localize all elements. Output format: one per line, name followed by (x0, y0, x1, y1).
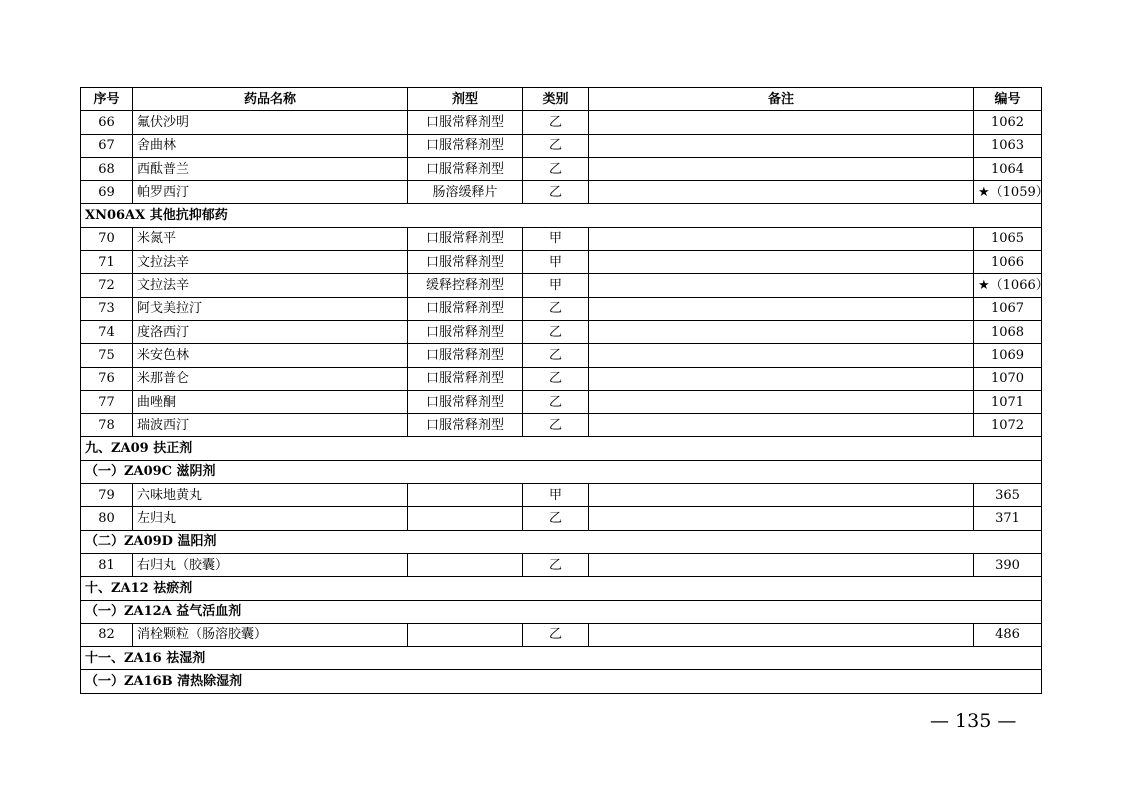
cell-remarks (589, 181, 974, 204)
cell-dosage-form (408, 507, 523, 530)
cell-serial-number: 80 (81, 507, 133, 530)
cell-drug-name: 西酞普兰 (133, 157, 408, 180)
cell-remarks (589, 623, 974, 646)
header-drug-name: 药品名称 (133, 88, 408, 111)
cell-category: 乙 (523, 344, 589, 367)
section-title: 十、ZA12 祛瘀剂 (81, 577, 1042, 600)
cell-drug-name: 消栓颗粒（肠溶胶囊） (133, 623, 408, 646)
cell-drug-name: 舍曲林 (133, 134, 408, 157)
table-row (81, 390, 1042, 413)
table-row (81, 134, 1042, 157)
table-row (81, 507, 1042, 530)
cell-code: 365 (974, 484, 1042, 507)
cell-code: 1066 (974, 251, 1042, 274)
cell-serial-number: 76 (81, 367, 133, 390)
cell-remarks (589, 367, 974, 390)
cell-dosage-form (408, 484, 523, 507)
table-row (81, 181, 1042, 204)
section-title: 十一、ZA16 祛湿剂 (81, 647, 1042, 670)
drug-list-table (80, 87, 1049, 694)
cell-drug-name: 文拉法辛 (133, 251, 408, 274)
cell-remarks (589, 297, 974, 320)
section-title: （一）ZA16B 清热除湿剂 (81, 670, 1042, 693)
cell-dosage-form: 肠溶缓释片 (408, 181, 523, 204)
cell-drug-name: 度洛西汀 (133, 320, 408, 343)
cell-code: 371 (974, 507, 1042, 530)
cell-code: 1063 (974, 134, 1042, 157)
cell-remarks (589, 553, 974, 576)
header-category: 类别 (523, 88, 589, 111)
cell-serial-number: 66 (81, 111, 133, 134)
cell-drug-name: 六味地黄丸 (133, 484, 408, 507)
cell-serial-number: 70 (81, 227, 133, 250)
cell-category: 甲 (523, 274, 589, 297)
cell-dosage-form: 口服常释剂型 (408, 134, 523, 157)
cell-serial-number: 78 (81, 414, 133, 437)
table-row (81, 320, 1042, 343)
cell-category: 乙 (523, 297, 589, 320)
cell-serial-number: 73 (81, 297, 133, 320)
cell-code: 1064 (974, 157, 1042, 180)
cell-category: 乙 (523, 157, 589, 180)
cell-remarks (589, 414, 974, 437)
cell-remarks (589, 251, 974, 274)
cell-drug-name: 米氮平 (133, 227, 408, 250)
table-row (81, 297, 1042, 320)
cell-remarks (589, 507, 974, 530)
cell-dosage-form (408, 623, 523, 646)
cell-category: 乙 (523, 134, 589, 157)
cell-category: 乙 (523, 553, 589, 576)
cell-dosage-form: 口服常释剂型 (408, 320, 523, 343)
cell-dosage-form (408, 553, 523, 576)
cell-code: 1067 (974, 297, 1042, 320)
cell-remarks (589, 320, 974, 343)
section-header-row (81, 530, 1042, 553)
cell-dosage-form: 口服常释剂型 (408, 251, 523, 274)
cell-drug-name: 米那普仑 (133, 367, 408, 390)
section-header-row (81, 647, 1042, 670)
cell-dosage-form: 口服常释剂型 (408, 344, 523, 367)
cell-drug-name: 左归丸 (133, 507, 408, 530)
section-header-row (81, 460, 1042, 483)
cell-category: 乙 (523, 320, 589, 343)
cell-category: 乙 (523, 414, 589, 437)
cell-code: 1071 (974, 390, 1042, 413)
header-serial-number: 序号 (81, 88, 133, 111)
cell-drug-name: 右归丸（胶囊） (133, 553, 408, 576)
table-row (81, 414, 1042, 437)
cell-code: 1072 (974, 414, 1042, 437)
cell-drug-name: 文拉法辛 (133, 274, 408, 297)
cell-serial-number: 72 (81, 274, 133, 297)
cell-dosage-form: 口服常释剂型 (408, 414, 523, 437)
cell-dosage-form: 口服常释剂型 (408, 367, 523, 390)
cell-drug-name: 阿戈美拉汀 (133, 297, 408, 320)
cell-drug-name: 帕罗西汀 (133, 181, 408, 204)
page-number: — 135 — (930, 710, 1017, 732)
cell-category: 乙 (523, 390, 589, 413)
cell-code: ★（1059） (974, 181, 1042, 204)
section-title: （一）ZA09C 滋阴剂 (81, 460, 1042, 483)
cell-drug-name: 曲唑酮 (133, 390, 408, 413)
section-header-row (81, 670, 1042, 693)
section-title: XN06AX 其他抗抑郁药 (81, 204, 1042, 227)
cell-drug-name: 瑞波西汀 (133, 414, 408, 437)
cell-serial-number: 68 (81, 157, 133, 180)
cell-code: 1068 (974, 320, 1042, 343)
table-body (81, 111, 1049, 693)
cell-serial-number: 75 (81, 344, 133, 367)
cell-code: 1070 (974, 367, 1042, 390)
cell-serial-number: 67 (81, 134, 133, 157)
section-header-row (81, 204, 1042, 227)
cell-code: 486 (974, 623, 1042, 646)
cell-remarks (589, 111, 974, 134)
cell-dosage-form: 口服常释剂型 (408, 157, 523, 180)
cell-serial-number: 79 (81, 484, 133, 507)
cell-code: 390 (974, 553, 1042, 576)
cell-serial-number: 81 (81, 553, 133, 576)
cell-remarks (589, 134, 974, 157)
cell-remarks (589, 390, 974, 413)
cell-code: 1062 (974, 111, 1042, 134)
cell-category: 乙 (523, 623, 589, 646)
section-title: （一）ZA12A 益气活血剂 (81, 600, 1042, 623)
section-header-row (81, 600, 1042, 623)
header-remarks: 备注 (589, 88, 974, 111)
table-row (81, 484, 1042, 507)
cell-dosage-form: 口服常释剂型 (408, 390, 523, 413)
cell-category: 乙 (523, 181, 589, 204)
header-code: 编号 (974, 88, 1042, 111)
table-row (81, 553, 1042, 576)
section-title: 九、ZA09 扶正剂 (81, 437, 1042, 460)
cell-code: 1065 (974, 227, 1042, 250)
cell-dosage-form: 口服常释剂型 (408, 227, 523, 250)
table-row (81, 344, 1042, 367)
header-dosage-form: 剂型 (408, 88, 523, 111)
section-header-row (81, 577, 1042, 600)
cell-category: 乙 (523, 507, 589, 530)
cell-category: 乙 (523, 367, 589, 390)
table-row (81, 367, 1042, 390)
table-row (81, 157, 1042, 180)
cell-code: ★（1066） (974, 274, 1042, 297)
cell-serial-number: 69 (81, 181, 133, 204)
cell-remarks (589, 157, 974, 180)
section-header-row (81, 437, 1042, 460)
cell-category: 甲 (523, 484, 589, 507)
table-header-row (81, 88, 1042, 111)
cell-dosage-form: 缓释控释剂型 (408, 274, 523, 297)
cell-serial-number: 82 (81, 623, 133, 646)
cell-code: 1069 (974, 344, 1042, 367)
cell-drug-name: 米安色林 (133, 344, 408, 367)
cell-drug-name: 氟伏沙明 (133, 111, 408, 134)
cell-serial-number: 74 (81, 320, 133, 343)
table-row (81, 274, 1042, 297)
cell-category: 甲 (523, 251, 589, 274)
table-row (81, 251, 1042, 274)
cell-dosage-form: 口服常释剂型 (408, 297, 523, 320)
cell-remarks (589, 274, 974, 297)
cell-remarks (589, 227, 974, 250)
cell-serial-number: 77 (81, 390, 133, 413)
cell-serial-number: 71 (81, 251, 133, 274)
cell-dosage-form: 口服常释剂型 (408, 111, 523, 134)
cell-category: 乙 (523, 111, 589, 134)
cell-remarks (589, 484, 974, 507)
table-row (81, 111, 1042, 134)
section-title: （二）ZA09D 温阳剂 (81, 530, 1042, 553)
table-row (81, 623, 1042, 646)
cell-remarks (589, 344, 974, 367)
cell-category: 甲 (523, 227, 589, 250)
table-row (81, 227, 1042, 250)
